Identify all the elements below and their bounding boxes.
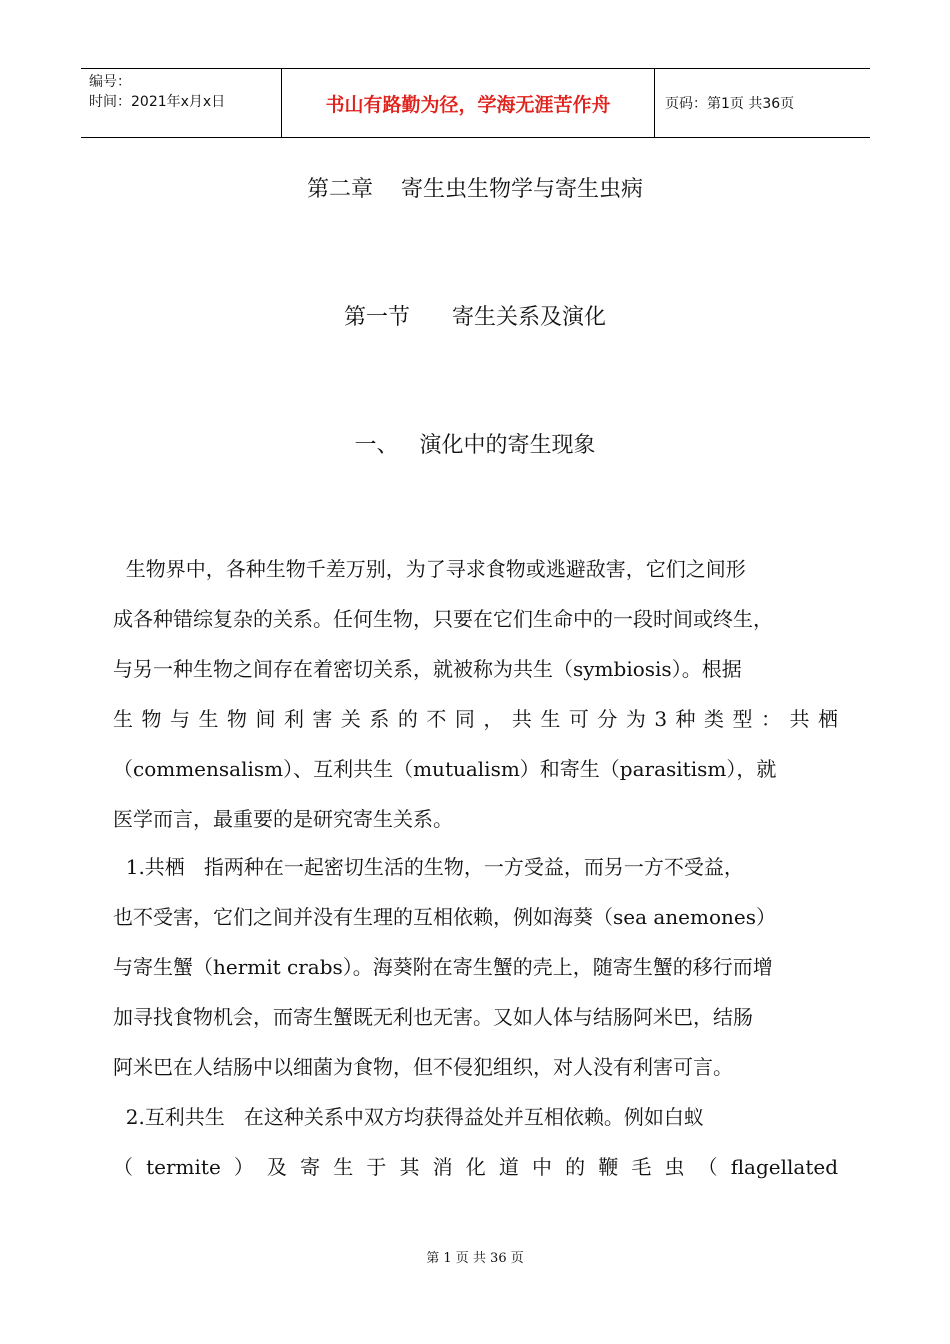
- paragraph-line: （termite）及寄生于其消化道中的鞭毛虫（flagellated: [113, 1155, 838, 1179]
- chapter-title-text: 第二章 寄生虫生物学与寄生虫病: [307, 177, 643, 202]
- paragraph-line: （commensalism）、互利共生（mutualism）和寄生（parasitism），就: [113, 757, 777, 781]
- motto-text: 书山有路勤为径，学海无涯苦作舟: [325, 93, 611, 116]
- subsection-title: [0, 428, 950, 459]
- page-footer: [0, 1247, 950, 1266]
- paragraph-mutualism: [113, 1092, 838, 1192]
- header-motto-cell: [281, 69, 655, 137]
- paragraph-line: 医学而言，最重要的是研究寄生关系。: [113, 807, 453, 831]
- paragraph-line: 与寄生蟹（hermit crabs）。海葵附在寄生蟹的壳上，随寄生蟹的移行而增: [113, 955, 773, 979]
- page-info-text: 页码：第1页 共36页: [665, 96, 795, 112]
- paragraph-line: 1.共栖 指两种在一起密切生活的生物，一方受益，而另一方不受益，: [113, 855, 744, 879]
- paragraph-line: 生物界中，各种生物千差万别，为了寻求食物或逃避敌害，它们之间形: [113, 557, 746, 581]
- paragraph-symbiosis: [113, 544, 838, 844]
- chapter-title: [0, 172, 950, 203]
- paragraph-line: 生物与生物间利害关系的不同，共生可分为3种类型：共栖: [113, 707, 838, 731]
- paragraph-line: 加寻找食物机会，而寄生蟹既无利也无害。又如人体与结肠阿米巴，结肠: [113, 1005, 753, 1029]
- paragraph-line: 也不受害，它们之间并没有生理的互相依赖，例如海葵（sea anemones）: [113, 905, 777, 929]
- section-title: [0, 300, 950, 331]
- header-page-info: [655, 69, 870, 137]
- header-meta: [81, 69, 281, 137]
- paragraph-line: 2.互利共生 在这种关系中双方均获得益处并互相依赖。例如白蚁: [113, 1105, 704, 1129]
- paragraph-commensalism: [113, 842, 838, 1092]
- paragraph-line: 成各种错综复杂的关系。任何生物，只要在它们生命中的一段时间或终生，: [113, 607, 773, 631]
- subsection-title-text: 一、 演化中的寄生现象: [354, 433, 596, 458]
- document-header: [81, 68, 870, 138]
- paragraph-line: 阿米巴在人结肠中以细菌为食物，但不侵犯组织，对人没有利害可言。: [113, 1055, 733, 1079]
- date-label: 时间：2021年x月x日: [89, 94, 226, 110]
- section-title-text: 第一节 寄生关系及演化: [344, 305, 606, 330]
- number-label: 编号：: [89, 74, 131, 90]
- paragraph-line: 与另一种生物之间存在着密切关系，就被称为共生（symbiosis）。根据: [113, 657, 742, 681]
- footer-page-number: 第 1 页 共 36 页: [426, 1251, 524, 1266]
